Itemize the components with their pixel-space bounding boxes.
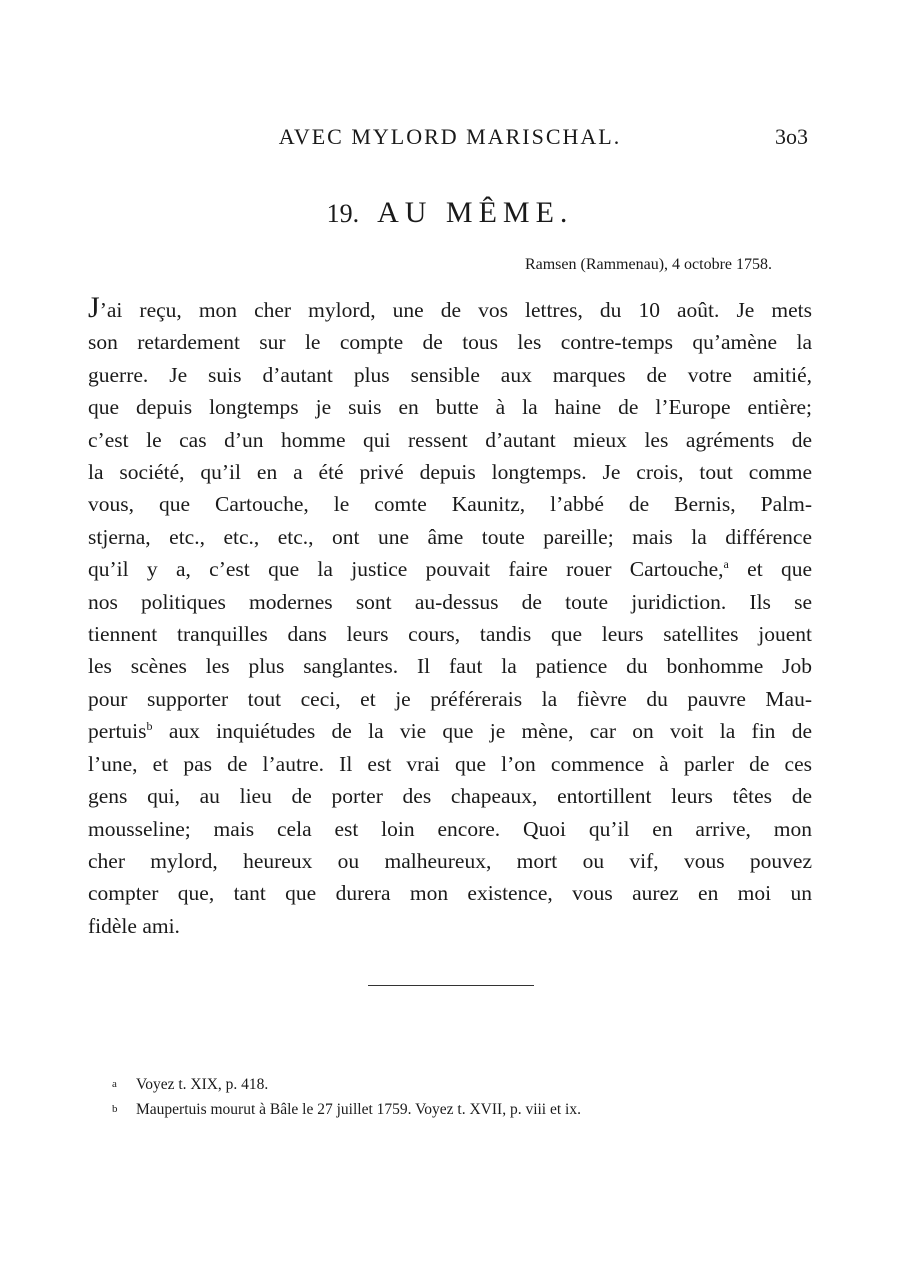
running-title: AVEC MYLORD MARISCHAL. — [278, 124, 622, 149]
body-line-text: ’ai reçu, mon cher mylord, une de vos lettres, du 10 août. Je mets — [99, 298, 812, 322]
body-line-text: et que — [747, 557, 813, 582]
footnote-ref-b[interactable]: b — [146, 719, 153, 734]
footnote-text: Maupertuis mourut à Bâle le 27 juillet 1759. Voyez t. XVII, p. viii et ix. — [136, 1101, 581, 1118]
body-line — [88, 715, 812, 747]
footnotes — [112, 1072, 812, 1122]
body-line: pour supporter tout ceci, et je préférerais la fièvre du pauvre Mau- — [88, 686, 812, 711]
body-line: cher mylord, heureux ou malheureux, mort ou vif, vous pouvez — [88, 848, 812, 873]
letter-heading — [200, 196, 700, 230]
body-line-text: qu’il y a, c’est que la justice pouvait faire rouer Cartouche, — [88, 557, 724, 582]
letter-title: AU MÊME. — [377, 196, 574, 229]
body-line-text: pertuis — [88, 719, 147, 744]
body-line: son retardement sur le compte de tous les contre-temps qu’amène la — [88, 330, 812, 355]
body-line: les scènes les plus sanglantes. Il faut la patience du bonhomme Job — [88, 654, 812, 679]
body-line: tiennent tranquilles dans leurs cours, tandis que leurs satellites jouent — [88, 622, 812, 647]
letter-dateline: Ramsen (Rammenau), 4 octobre 1758. — [524, 256, 772, 273]
body-line: stjerna, etc., etc., etc., ont une âme toute pareille; mais la différence — [88, 524, 812, 549]
footnote-b — [112, 1097, 812, 1122]
body-line: guerre. Je suis d’autant plus sensible aux marques de votre amitié, — [88, 362, 812, 387]
footnote-text: Voyez t. XIX, p. 418. — [136, 1076, 269, 1093]
body-line: gens qui, au lieu de porter des chapeaux, entortillent leurs têtes de — [88, 784, 812, 809]
body-line — [88, 553, 812, 585]
body-line: que depuis longtemps je suis en butte à la haine de l’Europe entière; — [88, 395, 812, 420]
body-line: vous, que Cartouche, le comte Kaunitz, l’abbé de Bernis, Palm- — [88, 492, 812, 517]
letter-number: 19. — [326, 199, 360, 228]
section-divider — [368, 985, 534, 986]
body-line: c’est le cas d’un homme qui ressent d’autant mieux les agréments de — [88, 427, 812, 452]
letter-body — [88, 292, 812, 942]
footnote-mark: b — [112, 1103, 118, 1115]
footnote-ref-a[interactable]: a — [723, 557, 729, 572]
drop-cap: J — [88, 291, 100, 324]
body-line-text: aux inquiétudes de la vie que je mène, car on voit la fin de — [168, 719, 812, 744]
footnote-a — [112, 1072, 812, 1097]
footnote-mark: a — [112, 1078, 117, 1090]
body-line: l’une, et pas de l’autre. Il est vrai que l’on commence à parler de ces — [88, 751, 812, 776]
page-number: 3o3 — [775, 124, 808, 149]
body-line — [88, 292, 812, 326]
body-line: mousseline; mais cela est loin encore. Quoi qu’il en arrive, mon — [88, 816, 812, 841]
body-line: fidèle ami. — [88, 913, 180, 938]
body-line: compter que, tant que durera mon existence, vous aurez en moi un — [88, 881, 812, 906]
body-line: nos politiques modernes sont au-dessus de toute juridiction. Ils se — [88, 589, 812, 614]
body-line: la société, qu’il en a été privé depuis longtemps. Je crois, tout comme — [88, 460, 812, 485]
